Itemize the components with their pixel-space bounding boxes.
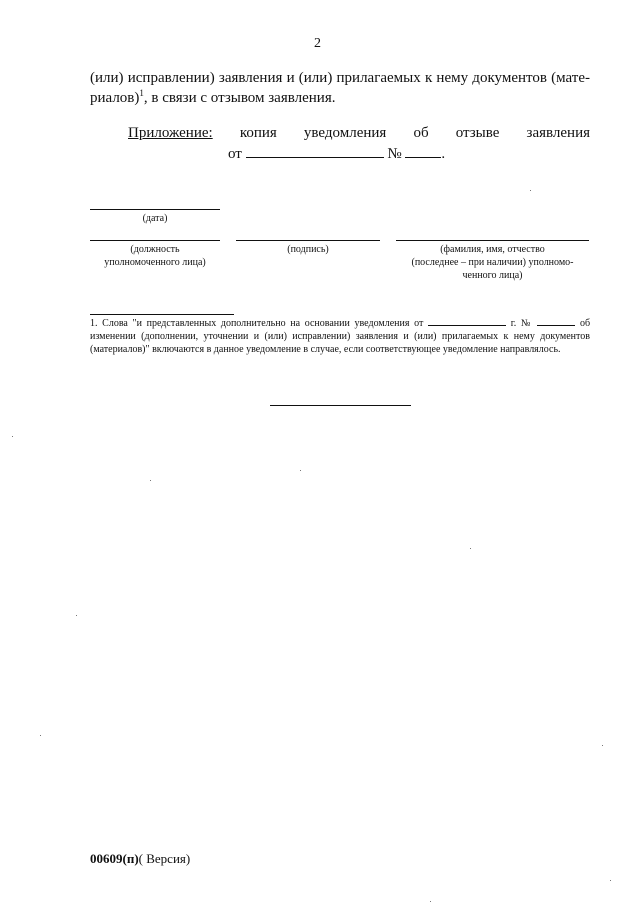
position-caption bbox=[90, 243, 220, 269]
full-name-caption-line-3: ченного лица) bbox=[462, 270, 523, 281]
document-code-number: 00609(п) bbox=[90, 851, 139, 866]
footnote-number-label: г. № bbox=[510, 318, 533, 329]
full-name-caption-line-2: (последнее – при наличии) уполномо- bbox=[411, 257, 574, 268]
scan-speck bbox=[76, 615, 77, 616]
end-of-document-rule bbox=[270, 405, 411, 406]
attachment-word-copy: копия bbox=[239, 125, 277, 141]
signature-line[interactable] bbox=[236, 240, 380, 241]
attachment-period: . bbox=[441, 146, 446, 162]
attachment-number-sign: № bbox=[387, 146, 402, 162]
footnote-separator bbox=[90, 314, 234, 315]
footnote bbox=[90, 317, 590, 356]
body-text-line-2-end: , в связи с отзывом заявления. bbox=[143, 90, 336, 106]
footnote-line-2: изменении (дополнении, уточнении и (или) исправлении) заявления и (или) прилагаемых к нему документов bbox=[90, 331, 590, 342]
scan-speck bbox=[150, 480, 151, 481]
attachment-line bbox=[128, 123, 590, 143]
footnote-reference: 1 bbox=[139, 88, 144, 98]
scan-speck bbox=[610, 880, 611, 881]
attachment-word-application: заявления bbox=[526, 125, 590, 141]
body-text-line-2 bbox=[90, 88, 590, 108]
attachment-date-field[interactable] bbox=[246, 143, 384, 158]
scan-speck bbox=[12, 436, 13, 437]
attachment-word-withdrawal: отзыве bbox=[455, 125, 500, 141]
scan-speck bbox=[40, 735, 41, 736]
scan-speck bbox=[530, 190, 531, 191]
date-caption: (дата) bbox=[142, 213, 168, 224]
signature-caption: (подпись) bbox=[287, 244, 329, 255]
scan-speck bbox=[602, 745, 603, 746]
document-version: ( Версия) bbox=[138, 851, 191, 866]
date-line[interactable] bbox=[90, 209, 220, 210]
footnote-line-1-end: об bbox=[579, 318, 591, 329]
scan-speck bbox=[430, 901, 431, 902]
footnote-line-1-start: 1. Слова "и представленных дополнительно на основании уведомления от bbox=[90, 318, 424, 329]
attachment-word-notice: уведомления bbox=[303, 125, 387, 141]
attachment-from-label: от bbox=[228, 146, 242, 162]
position-line[interactable] bbox=[90, 240, 220, 241]
attachment-number-field[interactable] bbox=[405, 143, 441, 158]
scan-speck bbox=[470, 548, 471, 549]
attachment-label: Приложение: bbox=[128, 125, 213, 141]
scan-speck bbox=[300, 470, 301, 471]
attachment-details bbox=[228, 143, 445, 164]
page-number: 2 bbox=[314, 36, 321, 51]
footnote-line-1 bbox=[90, 317, 590, 330]
full-name-caption bbox=[396, 243, 589, 282]
position-caption-line-2: уполномоченного лица) bbox=[104, 257, 206, 268]
footnote-number-blank bbox=[537, 317, 575, 326]
document-code bbox=[90, 851, 190, 867]
footnote-date-blank bbox=[428, 317, 506, 326]
body-text-line-1: (или) исправлении) заявления и (или) прилагаемых к нему документов (мате- bbox=[90, 70, 590, 86]
full-name-caption-line-1: (фамилия, имя, отчество bbox=[440, 244, 545, 255]
attachment-word-about: об bbox=[413, 125, 429, 141]
body-text-line-2-start: риалов) bbox=[90, 90, 140, 106]
position-caption-line-1: (должность bbox=[130, 244, 180, 255]
footnote-line-3: (материалов)" включаются в данное уведомление в случае, если соответствующее уведомление направлялось. bbox=[90, 344, 561, 355]
full-name-line[interactable] bbox=[396, 240, 589, 241]
